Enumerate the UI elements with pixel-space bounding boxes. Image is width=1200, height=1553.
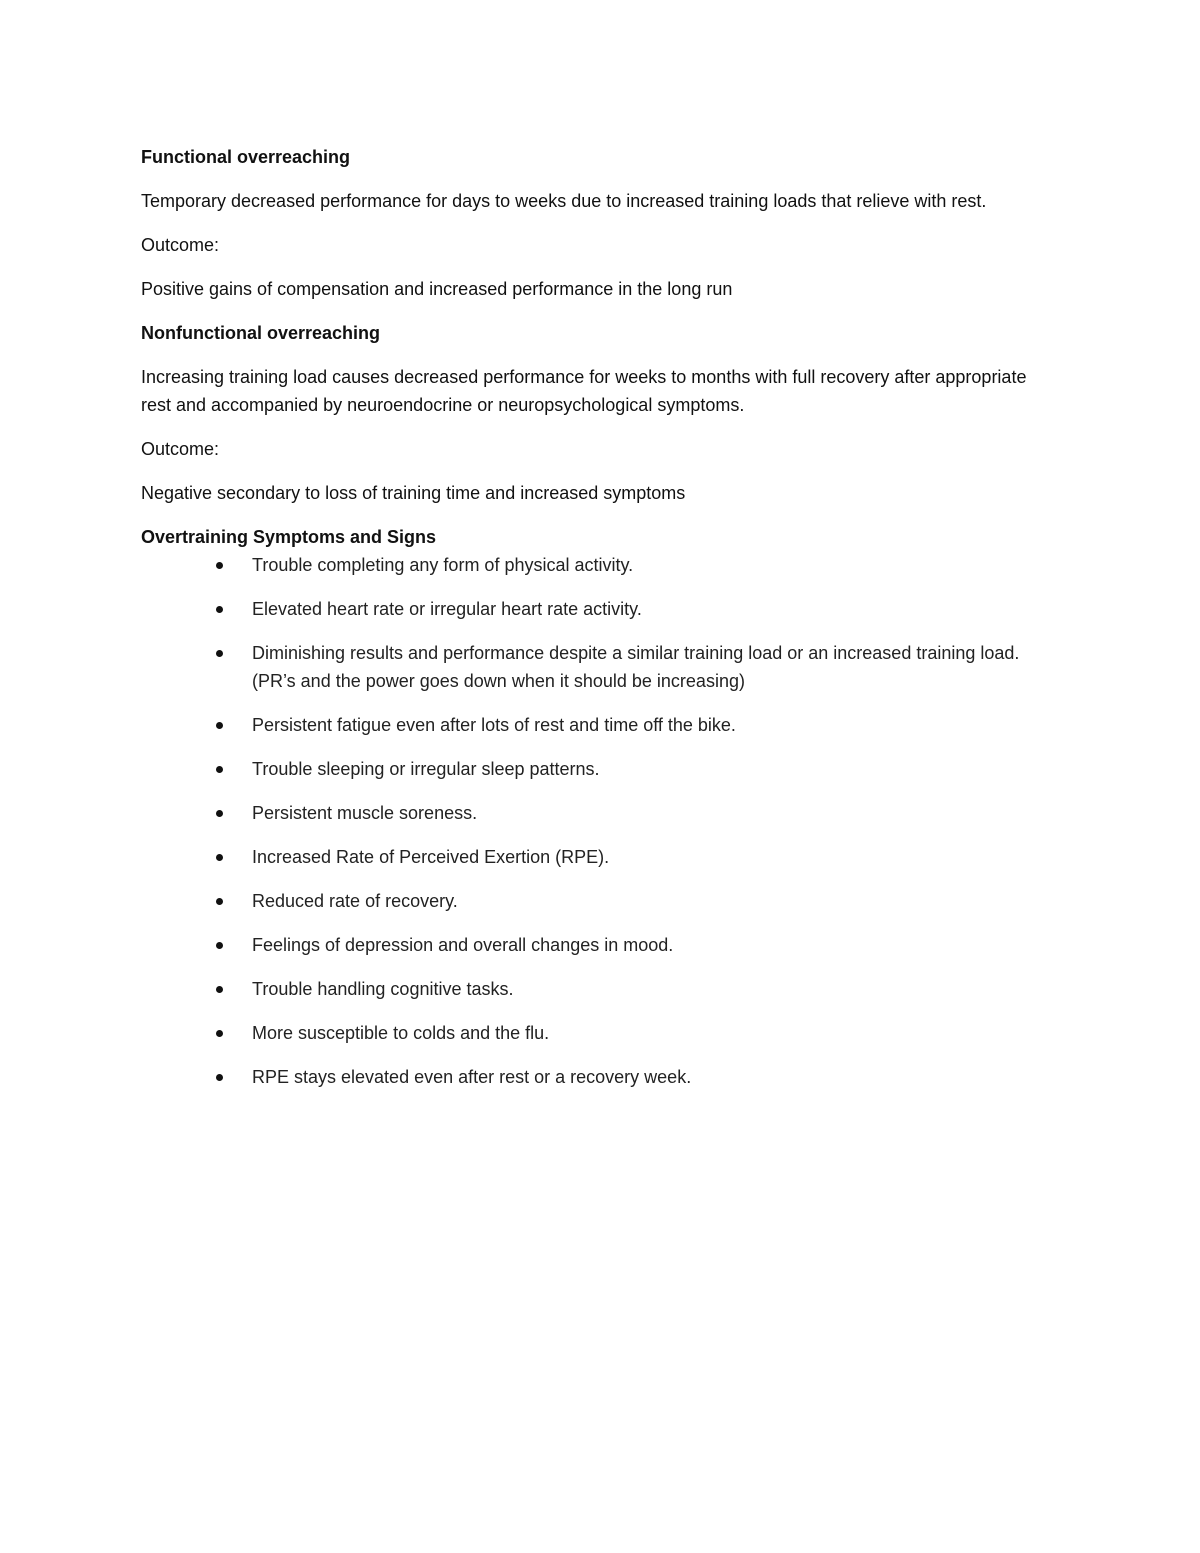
list-item-text: RPE stays elevated even after rest or a recovery week. <box>252 1067 692 1087</box>
document-body <box>141 143 1061 1107</box>
bullet-icon <box>216 854 223 861</box>
nonfunctional-heading: Nonfunctional overreaching <box>141 323 381 343</box>
bullet-icon <box>216 1030 223 1037</box>
bullet-icon <box>216 722 223 729</box>
bullet-icon <box>216 1074 223 1081</box>
bullet-icon <box>216 986 223 993</box>
list-item-text: Trouble completing any form of physical activity. <box>252 555 634 575</box>
functional-outcome-text: Positive gains of compensation and increased performance in the long run <box>141 279 733 299</box>
list-item-text: Diminishing results and performance despite a similar training load or an increased training load. (PR’s and the power goes down when it should be increasing) <box>252 643 1020 691</box>
list-item-text: Trouble sleeping or irregular sleep patterns. <box>252 759 600 779</box>
symptoms-list <box>141 551 1061 1091</box>
list-item <box>141 711 1061 739</box>
list-item <box>141 975 1061 1003</box>
bullet-icon <box>216 766 223 773</box>
bullet-icon <box>216 942 223 949</box>
list-item-text: Elevated heart rate or irregular heart rate activity. <box>252 599 642 619</box>
list-item <box>141 843 1061 871</box>
list-item <box>141 639 1061 695</box>
list-item <box>141 931 1061 959</box>
functional-outcome-label: Outcome: <box>141 235 220 255</box>
list-item-text: Trouble handling cognitive tasks. <box>252 979 514 999</box>
list-item <box>141 1063 1061 1091</box>
list-item <box>141 887 1061 915</box>
list-item-text: Persistent fatigue even after lots of rest and time off the bike. <box>252 715 736 735</box>
list-item <box>141 551 1061 579</box>
list-item-text: Increased Rate of Perceived Exertion (RPE). <box>252 847 610 867</box>
overtraining-heading: Overtraining Symptoms and Signs <box>141 527 437 547</box>
functional-heading: Functional overreaching <box>141 147 351 167</box>
nonfunctional-outcome-label: Outcome: <box>141 439 220 459</box>
functional-description: Temporary decreased performance for days to weeks due to increased training loads that relieve with rest. <box>141 191 987 211</box>
list-item-text: More susceptible to colds and the flu. <box>252 1023 550 1043</box>
bullet-icon <box>216 898 223 905</box>
bullet-icon <box>216 562 223 569</box>
nonfunctional-outcome-text: Negative secondary to loss of training time and increased symptoms <box>141 483 686 503</box>
list-item-text: Reduced rate of recovery. <box>252 891 458 911</box>
list-item <box>141 799 1061 827</box>
bullet-icon <box>216 650 223 657</box>
list-item-text: Persistent muscle soreness. <box>252 803 478 823</box>
list-item-text: Feelings of depression and overall changes in mood. <box>252 935 674 955</box>
list-item <box>141 755 1061 783</box>
list-item <box>141 595 1061 623</box>
bullet-icon <box>216 810 223 817</box>
nonfunctional-description: Increasing training load causes decreased performance for weeks to months with full recovery after appropriate rest and accompanied by neuroendocrine or neuropsychological symptoms. <box>141 367 1027 415</box>
list-item <box>141 1019 1061 1047</box>
bullet-icon <box>216 606 223 613</box>
